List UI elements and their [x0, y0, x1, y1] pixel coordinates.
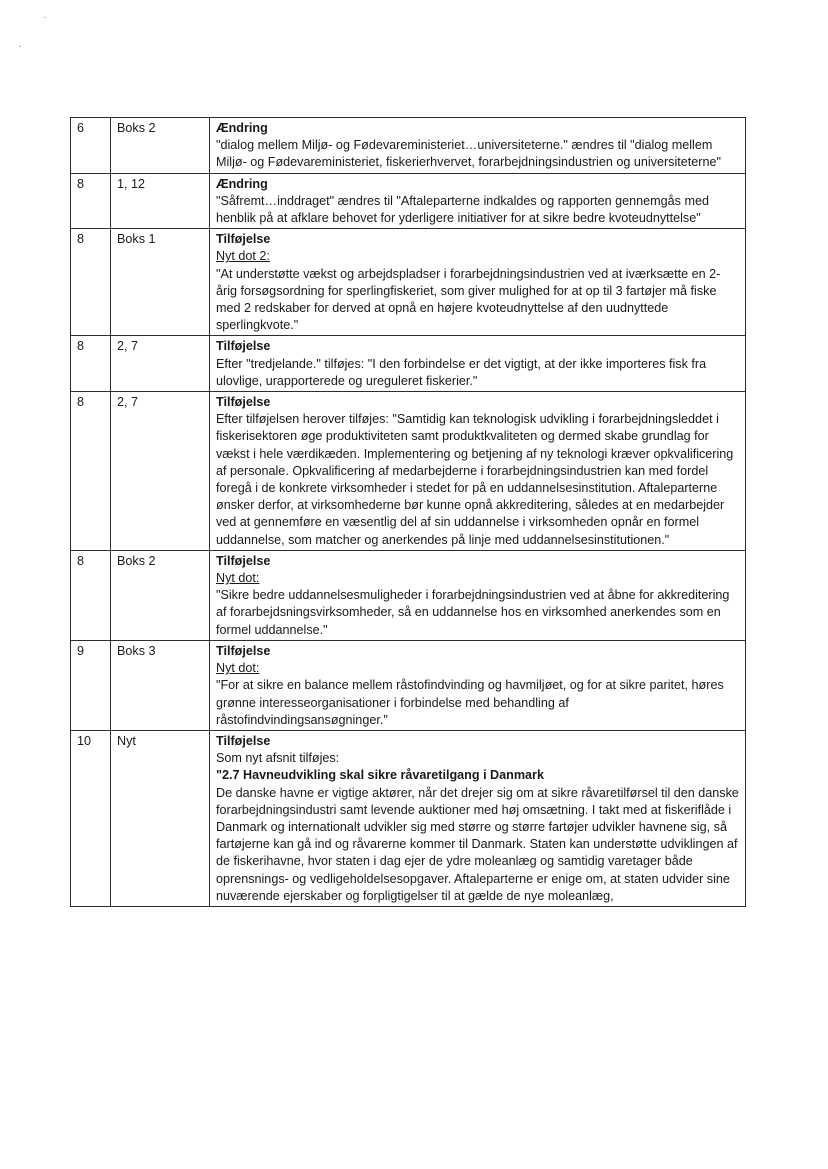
change-intro: Som nyt afsnit tilføjes:: [216, 751, 340, 766]
table-row: [71, 229, 746, 336]
page-cell: 8: [71, 229, 111, 336]
scan-speck: [44, 17, 46, 18]
page-cell: 8: [71, 392, 111, 551]
change-type: Tilføjelse: [216, 395, 271, 410]
reference-cell: Nyt: [111, 730, 210, 906]
change-type: Tilføjelse: [216, 553, 271, 568]
reference-cell: Boks 2: [111, 118, 210, 174]
change-cell: [210, 640, 746, 730]
change-text: "dialog mellem Miljø- og Fødevareministeriet…universiteterne." ændres til "dialog mellem Miljø- og Fødevareministeriet, fiskerierhvervet, forarbejdningsindustrien og universiteterne": [216, 138, 721, 170]
change-text: "Sikre bedre uddannelsesmuligheder i forarbejdningsindustrien ved at åbne for akkreditering af forarbejdsningsvirksomheder, så en uddannelse hos en virksomhed anerkendes som en formel uddannelse.": [216, 588, 730, 637]
change-text: "Såfremt…inddraget" ændres til "Aftaleparterne indkaldes og rapporten gennemgås med henblik på at afklare behovet for yderligere initiativer for at sikre bedre kvoteudnyttelse": [216, 193, 709, 226]
change-type: Ændring: [216, 176, 268, 191]
change-cell: [210, 550, 746, 640]
change-type: Tilføjelse: [216, 733, 271, 748]
change-type: Tilføjelse: [216, 643, 271, 658]
page-cell: 8: [71, 336, 111, 392]
change-text: "For at sikre en balance mellem råstofindvinding og havmiljøet, og for at sikre paritet, høres grønne interesseorganisationer i forbindelse med behandling af råstofindvindingsansøgninger.": [216, 678, 724, 727]
section-heading: "2.7 Havneudvikling skal sikre råvaretilgang i Danmark: [216, 768, 544, 783]
table-row: [71, 118, 746, 174]
reference-cell: Boks 1: [111, 229, 210, 336]
reference-cell: 2, 7: [111, 336, 210, 392]
change-cell: [210, 730, 746, 906]
table-row: [71, 640, 746, 730]
page-cell: 8: [71, 173, 111, 229]
change-subheading: Nyt dot:: [216, 661, 260, 676]
change-text: Efter "tredjelande." tilføjes: "I den forbindelse er det vigtigt, at der ikke importeres fisk fra ulovlige, urapporterede og ureguleret fiskerier.": [216, 356, 707, 388]
change-text: "At understøtte vækst og arbejdspladser i forarbejdningsindustrien ved at iværksætte en 2-årig forsøgsordning for sperlingfiskeriet, som giver mulighed for at op til 3 fartøjer må fiske med 2 redskaber for derved at opnå en højere kvoteudnyttelse af den uudnyttede sperlingkvote.": [216, 266, 721, 333]
change-subheading: Nyt dot 2:: [216, 249, 270, 264]
page-cell: 10: [71, 730, 111, 906]
reference-cell: Boks 2: [111, 550, 210, 640]
change-cell: [210, 229, 746, 336]
table-row: [71, 336, 746, 392]
page-cell: 8: [71, 550, 111, 640]
change-text: Efter tilføjelsen herover tilføjes: "Samtidig kan teknologisk udvikling i forarbejdningsleddet i fiskerisektoren øge produktiviteten samt produktkvaliteten og dermed skabe grundlag for vækst i hele værdikæden. Implementering og betjening af ny teknologi kræver opkvalificering af personale. Opkvalificering af medarbejderne i forarbejdningsindustrien kan med fordel foregå i de konkrete virksomheder i stedet for på en uddannelsesinstitution. Aftaleparterne ønsker derfor, at virksomhederne bør kunne opnå akkreditering, således at en medarbejder ved at gennemføre en væsentlig del af sin uddannelse i virksomheden opnår en formel uddannelse, som matcher og anerkendes på linje med uddannelsesinstitutionen.": [216, 412, 734, 547]
table-row: [71, 392, 746, 551]
reference-cell: 2, 7: [111, 392, 210, 551]
change-cell: [210, 173, 746, 229]
change-type: Ændring: [216, 121, 268, 135]
change-subheading: Nyt dot:: [216, 571, 260, 586]
change-cell: [210, 336, 746, 392]
table-row: [71, 730, 746, 906]
scan-speck: [19, 46, 21, 47]
table-row: [71, 550, 746, 640]
table-row: [71, 173, 746, 229]
change-cell: [210, 392, 746, 551]
reference-cell: Boks 3: [111, 640, 210, 730]
change-type: Tilføjelse: [216, 232, 271, 247]
change-type: Tilføjelse: [216, 339, 271, 354]
change-cell: [210, 118, 746, 174]
amendments-table: [70, 117, 746, 907]
reference-cell: 1, 12: [111, 173, 210, 229]
page-cell: 9: [71, 640, 111, 730]
page-cell: 6: [71, 118, 111, 174]
change-text: De danske havne er vigtige aktører, når det drejer sig om at sikre råvaretilførsel til den danske forarbejdningsindustri samt levende auktioner med høj omsætning. I takt med at fiskeriflåde i Danmark og internationalt udvikler sig med større og større fartøjer udvikler havnene sig, så fartøjerne kan gå ind og råvarerne kommer til Danmark. Staten kan understøtte udviklingen af de fiskerihavne, hvor staten i dag ejer de ydre moleanlæg og samtidig varetager både oprensnings- og vedligeholdelsesopgaver. Aftaleparterne er enige om, at staten udvider sine nuværende ejerskaber og forpligtigelser til at gælde de nye moleanlæg,: [216, 785, 739, 903]
